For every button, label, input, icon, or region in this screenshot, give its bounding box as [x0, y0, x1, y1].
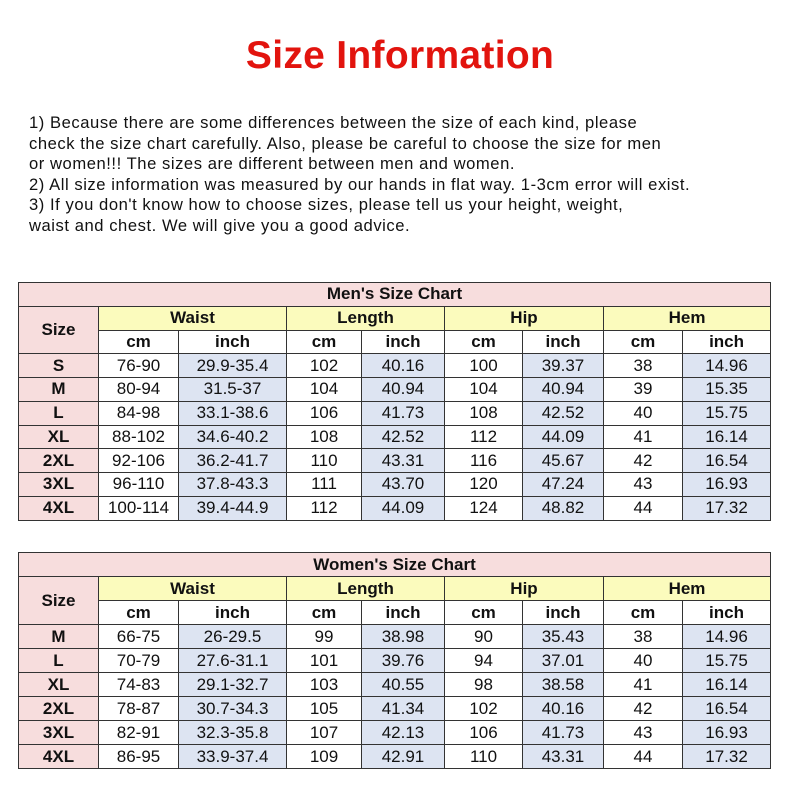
size-label-cell: L [19, 401, 99, 425]
table-row [19, 721, 771, 745]
table-row [19, 697, 771, 721]
measurement-cell: 40 [604, 401, 683, 425]
measurement-cell: 16.54 [683, 449, 771, 473]
measurement-cell: 78-87 [99, 697, 179, 721]
group-header-row [19, 306, 771, 330]
note-line: 3) If you don't know how to choose sizes, please tell us your height, weight, [29, 195, 624, 215]
measurement-cell: 40.16 [362, 354, 445, 378]
unit-header: inch [523, 601, 604, 625]
measurement-cell: 80-94 [99, 378, 179, 402]
measurement-cell: 39 [604, 378, 683, 402]
measurement-cell: 43 [604, 721, 683, 745]
measurement-cell: 92-106 [99, 449, 179, 473]
measurement-cell: 108 [287, 425, 362, 449]
measurement-group-header: Hip [445, 577, 604, 601]
measurement-cell: 17.32 [683, 496, 771, 520]
table-row [19, 354, 771, 378]
measurement-cell: 110 [287, 449, 362, 473]
measurement-cell: 66-75 [99, 625, 179, 649]
measurement-group-header: Waist [99, 577, 287, 601]
measurement-cell: 102 [287, 354, 362, 378]
measurement-cell: 82-91 [99, 721, 179, 745]
chart-title: Men's Size Chart [19, 283, 771, 307]
chart-title-row [19, 283, 771, 307]
unit-header: cm [287, 601, 362, 625]
measurement-cell: 42.13 [362, 721, 445, 745]
measurement-group-header: Hem [604, 577, 771, 601]
size-label-cell: S [19, 354, 99, 378]
measurement-cell: 40.16 [523, 697, 604, 721]
note-line: waist and chest. We will give you a good advice. [29, 215, 411, 235]
measurement-cell: 47.24 [523, 473, 604, 497]
size-notes [29, 113, 789, 237]
measurement-cell: 32.3-35.8 [179, 721, 287, 745]
table-row [19, 378, 771, 402]
group-header-row [19, 577, 771, 601]
measurement-cell: 41.73 [523, 721, 604, 745]
measurement-cell: 39.37 [523, 354, 604, 378]
measurement-cell: 39.4-44.9 [179, 496, 287, 520]
measurement-cell: 90 [445, 625, 523, 649]
unit-header: inch [179, 330, 287, 354]
measurement-cell: 103 [287, 673, 362, 697]
note-line: or women!!! The sizes are different between men and women. [29, 154, 516, 174]
unit-header-row [19, 601, 771, 625]
measurement-group-header: Length [287, 306, 445, 330]
size-column-header: Size [19, 306, 99, 354]
measurement-cell: 15.75 [683, 401, 771, 425]
measurement-cell: 86-95 [99, 745, 179, 769]
measurement-cell: 26-29.5 [179, 625, 287, 649]
size-label-cell: 3XL [19, 721, 99, 745]
unit-header-row [19, 330, 771, 354]
measurement-cell: 88-102 [99, 425, 179, 449]
measurement-group-header: Length [287, 577, 445, 601]
size-label-cell: XL [19, 673, 99, 697]
measurement-cell: 43.70 [362, 473, 445, 497]
unit-header: inch [179, 601, 287, 625]
measurement-cell: 36.2-41.7 [179, 449, 287, 473]
measurement-cell: 84-98 [99, 401, 179, 425]
measurement-cell: 104 [445, 378, 523, 402]
measurement-cell: 74-83 [99, 673, 179, 697]
note-line: check the size chart carefully. Also, please be careful to choose the size for men [29, 133, 662, 153]
measurement-cell: 98 [445, 673, 523, 697]
measurement-cell: 38.58 [523, 673, 604, 697]
measurement-cell: 116 [445, 449, 523, 473]
table-row [19, 473, 771, 497]
measurement-group-header: Hip [445, 306, 604, 330]
measurement-cell: 14.96 [683, 625, 771, 649]
measurement-cell: 41 [604, 425, 683, 449]
measurement-cell: 31.5-37 [179, 378, 287, 402]
measurement-cell: 16.54 [683, 697, 771, 721]
unit-header: inch [523, 330, 604, 354]
measurement-cell: 100 [445, 354, 523, 378]
measurement-cell: 42 [604, 697, 683, 721]
measurement-cell: 15.35 [683, 378, 771, 402]
measurement-cell: 43 [604, 473, 683, 497]
measurement-cell: 111 [287, 473, 362, 497]
size-label-cell: 4XL [19, 745, 99, 769]
measurement-cell: 43.31 [362, 449, 445, 473]
note-line: 1) Because there are some differences between the size of each kind, please [29, 113, 638, 132]
measurement-cell: 33.1-38.6 [179, 401, 287, 425]
measurement-cell: 39.76 [362, 649, 445, 673]
measurement-cell: 106 [445, 721, 523, 745]
table-row [19, 745, 771, 769]
measurement-cell: 15.75 [683, 649, 771, 673]
women-size-chart [18, 552, 771, 769]
measurement-cell: 105 [287, 697, 362, 721]
measurement-cell: 42.52 [362, 425, 445, 449]
measurement-cell: 42 [604, 449, 683, 473]
measurement-cell: 38 [604, 354, 683, 378]
measurement-cell: 48.82 [523, 496, 604, 520]
unit-header: cm [445, 330, 523, 354]
measurement-cell: 41.73 [362, 401, 445, 425]
measurement-cell: 40.55 [362, 673, 445, 697]
measurement-cell: 100-114 [99, 496, 179, 520]
measurement-cell: 110 [445, 745, 523, 769]
unit-header: cm [604, 330, 683, 354]
size-label-cell: 3XL [19, 473, 99, 497]
measurement-cell: 35.43 [523, 625, 604, 649]
measurement-cell: 16.14 [683, 673, 771, 697]
measurement-cell: 16.14 [683, 425, 771, 449]
measurement-cell: 41 [604, 673, 683, 697]
size-label-cell: 2XL [19, 697, 99, 721]
measurement-cell: 34.6-40.2 [179, 425, 287, 449]
unit-header: cm [99, 330, 179, 354]
measurement-cell: 43.31 [523, 745, 604, 769]
measurement-cell: 14.96 [683, 354, 771, 378]
measurement-cell: 112 [445, 425, 523, 449]
measurement-cell: 17.32 [683, 745, 771, 769]
measurement-cell: 44 [604, 496, 683, 520]
measurement-cell: 94 [445, 649, 523, 673]
measurement-cell: 44.09 [362, 496, 445, 520]
measurement-cell: 99 [287, 625, 362, 649]
chart-title-row [19, 553, 771, 577]
measurement-cell: 40.94 [523, 378, 604, 402]
table-row [19, 649, 771, 673]
unit-header: inch [362, 601, 445, 625]
unit-header: cm [445, 601, 523, 625]
unit-header: cm [287, 330, 362, 354]
measurement-cell: 33.9-37.4 [179, 745, 287, 769]
measurement-cell: 29.9-35.4 [179, 354, 287, 378]
measurement-cell: 44 [604, 745, 683, 769]
measurement-cell: 70-79 [99, 649, 179, 673]
measurement-cell: 38.98 [362, 625, 445, 649]
measurement-cell: 16.93 [683, 721, 771, 745]
size-label-cell: 2XL [19, 449, 99, 473]
measurement-cell: 107 [287, 721, 362, 745]
unit-header: cm [604, 601, 683, 625]
table-row [19, 625, 771, 649]
measurement-cell: 45.67 [523, 449, 604, 473]
note-line: 2) All size information was measured by our hands in flat way. 1-3cm error will exist. [29, 174, 691, 194]
measurement-cell: 41.34 [362, 697, 445, 721]
measurement-cell: 37.8-43.3 [179, 473, 287, 497]
unit-header: inch [683, 601, 771, 625]
measurement-cell: 96-110 [99, 473, 179, 497]
measurement-cell: 37.01 [523, 649, 604, 673]
measurement-group-header: Hem [604, 306, 771, 330]
table-row [19, 496, 771, 520]
unit-header: inch [362, 330, 445, 354]
measurement-cell: 27.6-31.1 [179, 649, 287, 673]
measurement-cell: 104 [287, 378, 362, 402]
table-row [19, 425, 771, 449]
size-column-header: Size [19, 577, 99, 625]
measurement-cell: 76-90 [99, 354, 179, 378]
measurement-cell: 101 [287, 649, 362, 673]
chart-title: Women's Size Chart [19, 553, 771, 577]
size-label-cell: M [19, 625, 99, 649]
size-label-cell: 4XL [19, 496, 99, 520]
measurement-cell: 44.09 [523, 425, 604, 449]
unit-header: inch [683, 330, 771, 354]
unit-header: cm [99, 601, 179, 625]
page-title: Size Information [245, 34, 555, 77]
measurement-cell: 42.52 [523, 401, 604, 425]
measurement-cell: 106 [287, 401, 362, 425]
measurement-cell: 108 [445, 401, 523, 425]
measurement-cell: 112 [287, 496, 362, 520]
table-row [19, 449, 771, 473]
men-size-chart [18, 282, 771, 521]
measurement-cell: 40.94 [362, 378, 445, 402]
measurement-cell: 120 [445, 473, 523, 497]
table-row [19, 673, 771, 697]
size-label-cell: XL [19, 425, 99, 449]
measurement-cell: 16.93 [683, 473, 771, 497]
measurement-cell: 38 [604, 625, 683, 649]
size-label-cell: M [19, 378, 99, 402]
measurement-cell: 40 [604, 649, 683, 673]
measurement-cell: 102 [445, 697, 523, 721]
measurement-cell: 109 [287, 745, 362, 769]
measurement-cell: 42.91 [362, 745, 445, 769]
measurement-group-header: Waist [99, 306, 287, 330]
table-row [19, 401, 771, 425]
size-label-cell: L [19, 649, 99, 673]
measurement-cell: 30.7-34.3 [179, 697, 287, 721]
measurement-cell: 29.1-32.7 [179, 673, 287, 697]
measurement-cell: 124 [445, 496, 523, 520]
